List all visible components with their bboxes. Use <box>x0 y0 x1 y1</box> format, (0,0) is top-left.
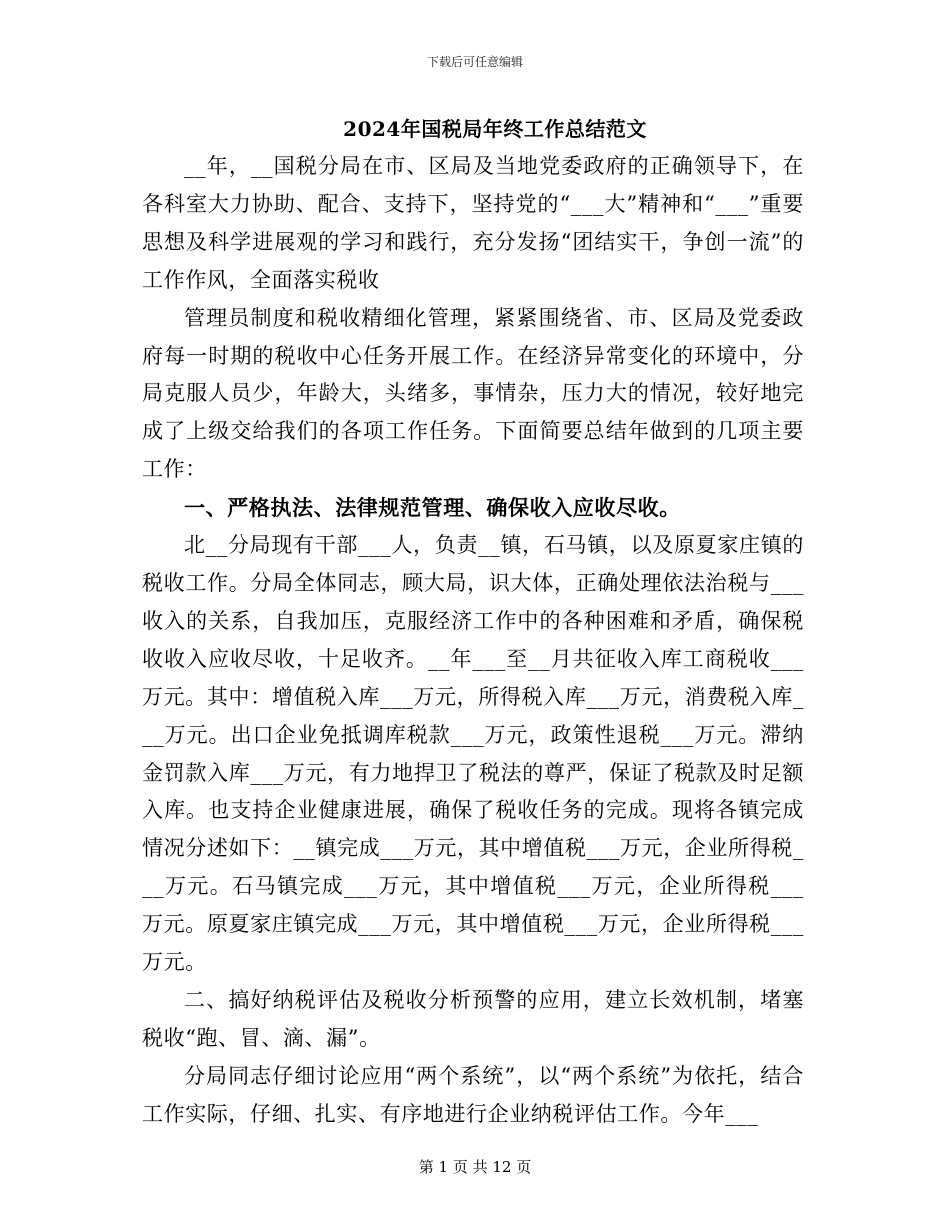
paragraph-intro: __年，__国税分局在市、区局及当地党委政府的正确领导下，在各科室大力协助、配合、支持下，坚持党的“___大”精神和“___”重要思想及科学进展观的学习和践行，充分发扬“团结实干，争创一流”的工作作风，全面落实税收 <box>142 154 804 292</box>
header-note: 下载后可任意编辑 <box>426 55 523 69</box>
paragraph-section-1: 北__分局现有干部___人，负责__镇，石马镇，以及原夏家庄镇的税收工作。分局全体同志，顾大局，识大体，正确处理依法治税与___收入的关系，自我加压，克服经济工作中的各种困难和矛盾，确保税收收入应收尽收，十足收齐。__年___至__月共征收入库工商税收___万元。其中：增值税入库___万元，所得税入库___万元，消费税入库___万元。出口企业免抵调库税款___万元，政策性退税___万元。滞纳金罚款入库___万元，有力地捍卫了税法的尊严，保证了税款及时足额入库。也支持企业健康进展，确保了税收任务的完成。现将各镇完成情况分述如下：__镇完成___万元，其中增值税___万元，企业所得税___万元。石马镇完成___万元，其中增值税___万元，企业所得税___万元。原夏家庄镇完成___万元，其中增值税___万元，企业所得税___万元。 <box>142 533 804 975</box>
section-heading-2: 二、搞好纳税评估及税收分析预警的应用，建立长效机制，堵塞税收“跑、冒、滴、漏”。 <box>142 987 804 1050</box>
paragraph-section-2: 分局同志仔细讨论应用“两个系统”，以“两个系统”为依托，结合工作实际，仔细、扎实、有序地进行企业纳税评估工作。今年___ <box>142 1063 804 1126</box>
document-title: 2024年国税局年终工作总结范文 <box>343 117 647 141</box>
page-number: 第 1 页 共 12 页 <box>418 1158 532 1176</box>
document-body <box>142 148 804 1134</box>
paragraph-intro-continued: 管理员制度和税收精细化管理，紧紧围绕省、市、区局及党委政府每一时期的税收中心任务开展工作。在经济异常变化的环境中，分局克服人员少，年龄大，头绪多，事情杂，压力大的情况，较好地完成了上级交给我们的各项工作任务。下面简要总结年做到的几项主要工作： <box>142 305 804 482</box>
section-heading-1: 一、严格执法、法律规范管理、确保收入应收尽收。 <box>184 495 681 521</box>
